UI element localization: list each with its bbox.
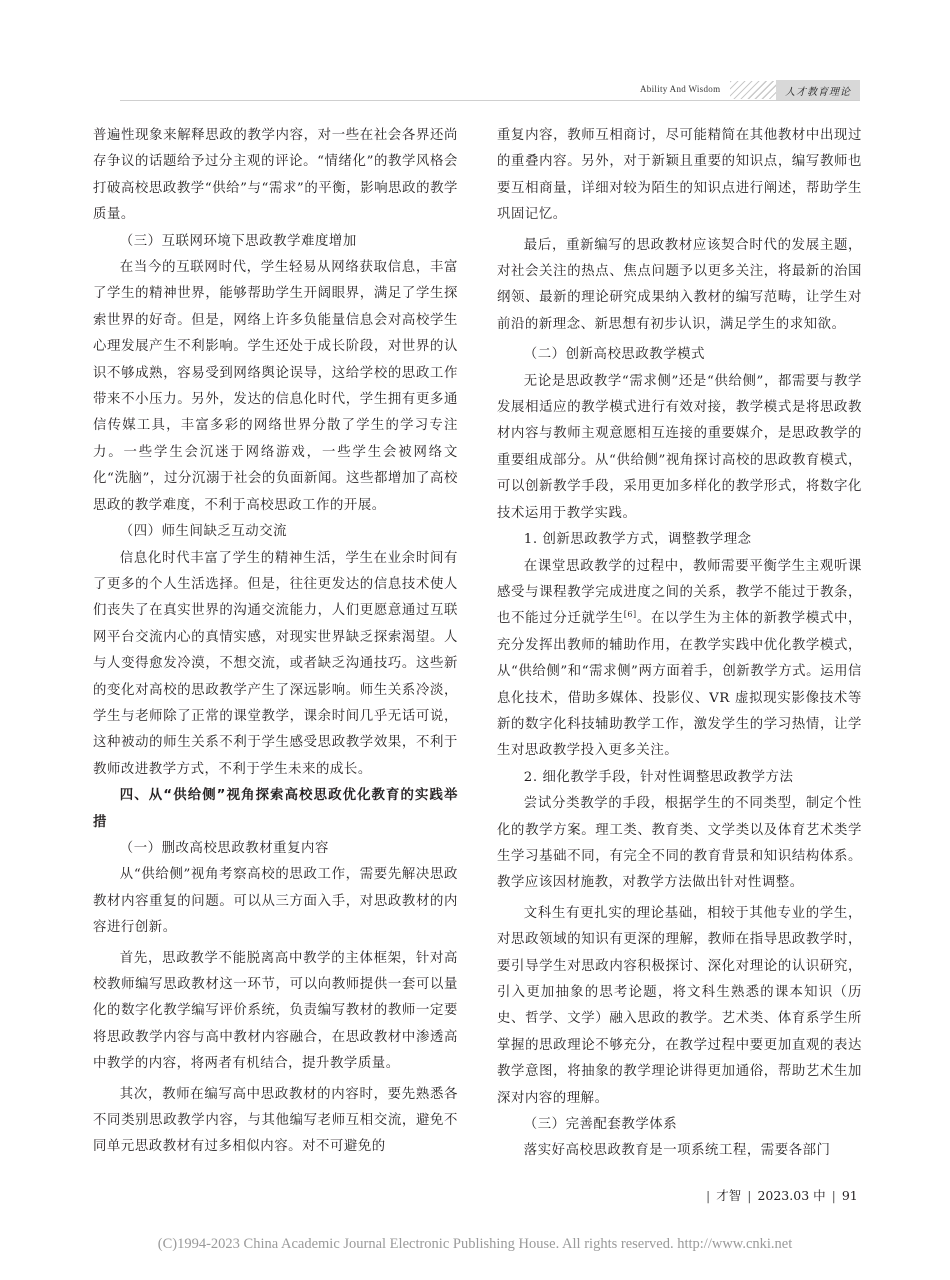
paragraph: 无论是思政教学“需求侧”还是“供给侧”，都需要与教学发展相适应的教学模式进行有效对接，教学模式是将思政教材内容与教师主观意愿相互连接的重要媒介，是思政教学的重要组成部分。从“供给侧”视角探讨高校的思政教育模式，可以创新教学手段，采用更加多样化的教学形式，将数字化技术运用于教学实践。 [497,373,862,521]
footer-separator: | [747,1188,752,1203]
page-footer [700,1186,870,1208]
section-label: 人才教育理论 [785,87,851,98]
running-header [640,80,860,100]
citation-ref: [6] [623,610,637,620]
paragraph: 信息化时代丰富了学生的精神生活，学生在业余时间有了更多的个人生活选择。但是，往往更发达的信息技术使人们丧失了在真实世界的沟通交流能力，人们更愿意通过互联网平台交流内心的真情实感，对现实世界缺乏探索渴望。人与人变得愈发冷漠，不想交流，或者缺乏沟通技巧。这些新的变化对高校的思政教学产生了深远影响。师生关系冷淡，学生与老师除了正常的课堂教学，课余时间几乎无话可说，这种被动的师生关系不利于学生感受思政教学效果，不利于教师改进教学方式，不利于学生未来的成长。 [93,550,458,777]
subsection-heading: （三）互联网环境下思政教学难度增加 [119,233,357,249]
paragraph: 落实好高校思政教育是一项系统工程，需要各部门 [523,1143,831,1159]
left-column [93,123,458,1161]
numbered-heading: 1. 创新思政教学方式，调整教学理念 [523,532,752,548]
paragraph-text: 在课堂思政教学的过程中，教师需要平衡学生主观听课感受与课程教学完成进度之间的关系，教学不能过于教条，也不能过分迁就学生 [497,558,862,627]
paragraph: 重复内容，教师互相商讨，尽可能精简在其他教材中出现过的重叠内容。另外，对于新颖且重要的知识点，编写教师也要互相商量，详细对较为陌生的知识点进行阐述，帮助学生巩固记忆。 [497,128,862,223]
paragraph: 文科生有更扎实的理论基础，相较于其他专业的学生，对思政领域的知识有更深的理解，教师在指导思政教学时，要引导学生对思政内容积极探讨、深化对理论的认识研究，引入更加抽象的思考论题，将文科生熟悉的课本知识（历史、哲学、文学）融入思政的教学。艺术类、体育系学生所掌握的思政理论不够充分，在教学过程中要更加直观的表达教学意图，将抽象的教学理论讲得更加通俗，帮助艺术生加深对内容的理解。 [497,905,862,1106]
copyright-notice: (C)1994-2023 China Academic Journal Electronic Publishing House. All rights reserved. http://www.cnki.net [157,1236,793,1252]
paragraph: 在当今的互联网时代，学生轻易从网络获取信息，丰富了学生的精神世界，能够帮助学生开阔眼界，满足了学生探索世界的好奇。但是，网络上许多负能量信息会对高校学生心理发展产生不利影响。学生还处于成长阶段，对世界的认识不够成熟，容易受到网络舆论误导，这给学校的思政工作带来不小压力。另外，发达的信息化时代，学生拥有更多通信传媒工具，丰富多彩的网络世界分散了学生的学习专注力。一些学生会沉迷于网络游戏，一些学生会被网络文化“洗脑”，过分沉溺于社会的负面新闻。这些都增加了高校思政的教学难度，不利于高校思政工作的开展。 [93,260,458,513]
paragraph [497,554,862,765]
header-hatch-decoration [730,81,776,99]
paragraph: 普遍性现象来解释思政的教学内容，对一些在社会各界还尚存争议的话题给予过分主观的评论。“情绪化”的教学风格会打破高校思政教学“供给”与“需求”的平衡，影响思政的教学质量。 [93,128,458,223]
paragraph: 从“供给侧”视角考察高校的思政工作，需要先解决思政教材内容重复的问题。可以从三方面入手，对思政教材的内容进行创新。 [93,867,458,936]
footer-separator: | [831,1188,836,1203]
subsection-heading: （二）创新高校思政教学模式 [523,347,706,363]
page-number: 91 [841,1188,858,1203]
paragraph: 其次，教师在编写高中思政教材的内容时，要先熟悉各不同类别思政教学内容，与其他编写老师互相交流，避免不同单元思政教材有过多相似内容。对不可避免的 [93,1086,458,1155]
paragraph: 最后，重新编写的思政教材应该契合时代的发展主题，对社会关注的热点、焦点问题予以更多关注，将最新的治国纲领、最新的理论研究成果纳入教材的编写范畴，让学生对前沿的新理念、新思想有初步认识，满足学生的求知欲。 [497,237,862,332]
header-rule [120,100,860,101]
subsection-heading: （四）师生间缺乏互动交流 [119,524,288,540]
paragraph-text: 。在以学生为主体的新教学模式中，充分发挥出教师的辅助作用，在教学实践中优化教学模式，从“供给侧”和“需求侧”两方面着手，创新教学方式。运用信息化技术，借助多媒体、投影仪、VR 虚拟现实影像技术等新的数字化科技辅助教学工作，激发学生的学习热情，让学生对思政教学投入更多关注。 [497,611,862,759]
section-heading: 四、从“供给侧”视角探索高校思政优化教育的实践举措 [93,788,458,830]
journal-english-title: Ability And Wisdom [640,84,721,94]
footer-journal-name: 才智 [716,1188,742,1203]
paragraph: 尝试分类教学的手段，根据学生的不同类型，制定个性化的教学方案。理工类、教育类、文学类以及体育艺术类学生学习基础不同，有完全不同的教育背景和知识结构体系。教学应该因材施教，对教学方法做出针对性调整。 [497,796,862,891]
section-label-box [776,80,860,100]
subsection-heading: （一）删改高校思政教材重复内容 [119,840,329,856]
footer-separator: | [706,1188,711,1203]
numbered-heading: 2. 细化教学手段，针对性调整思政教学方法 [523,769,794,785]
right-column [497,123,862,1165]
paragraph: 首先，思政教学不能脱离高中教学的主体框架，针对高校教师编写思政教材这一环节，可以向教师提供一套可以量化的数字化教学编写评价系统，负责编写教材的教师一定要将思政教学内容与高中教材内容融合，在思政教材中渗透高中教学的内容，将两者有机结合，提升教学质量。 [93,950,458,1072]
footer-issue: 2023.03 中 [757,1188,826,1203]
subsection-heading: （三）完善配套教学体系 [523,1117,678,1133]
